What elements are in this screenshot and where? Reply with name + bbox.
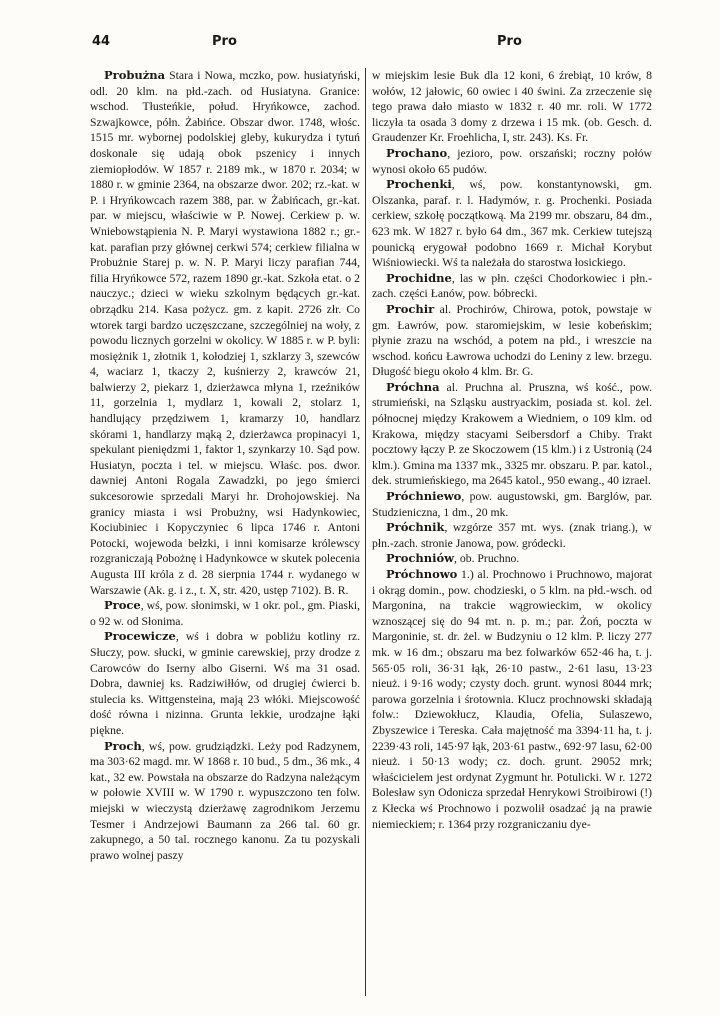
entry	[372, 551, 652, 567]
entry	[372, 302, 652, 380]
entry	[372, 520, 652, 551]
left-column	[90, 68, 360, 988]
entry-headword: Proce	[104, 598, 141, 613]
column-divider	[365, 68, 366, 996]
entry	[372, 146, 652, 177]
entry	[372, 271, 652, 302]
entry-headword: Próchnowo	[386, 567, 458, 581]
entry-headword: Proch	[104, 738, 142, 753]
entry-text: , ob. Pruchno.	[454, 552, 520, 566]
entry	[372, 380, 652, 489]
entry-text: , wś, pow. konstantynowski, gm. Olszanka, paraf. r. l. Hadymów, r. g. Prochenki. Posiada cerkiew, szkołę początkową. Ma 2199 mr. obszaru, 84 dm., 623 mk. W 1827 r. było 64 dm., 367 mk. Cerkiew tutejszą pounicką erygował podobno 1669 r. Michał Korybut Wiśniowiecki. Wś ta należała do starostwa łosickiego.	[372, 178, 652, 270]
entry-text: al. Pruchna al. Prusznа, wś kość., pow. strumieński, na Szląsku austryackim, posiada st. kol. żel. północnej między Krakowem a Wiedniem, o 109 klm. od Krakowa, między stacyami Seibersdorf a Chiby. Trakt pocztowy łączy P. ze Skoczowem (15 klm.) i z Ustronią (24 klm.). Gmina ma 1337 mk., 3325 mr. obszaru. P. par. katol., dek. strumieńskiego, ma 2645 katol., 950 ewang., 40 izrael.	[372, 380, 652, 488]
entry-headword: Próchna	[386, 379, 440, 394]
entry-headword: Prochidne	[386, 270, 452, 285]
entry-text: , wś, pow. słonimski, w 1 okr. pol., gm. Piaski, o 92 w. od Słonima.	[90, 599, 360, 628]
right-column	[372, 68, 652, 988]
entry-text: , wś i dobra w pobliżu kotliny rz. Słuczy, pow. słucki, w gminie carewskiej, przy drodze z Carowców do Iserny albo Giserni. Wś ma 31 osad. Dobra, dawniej ks. Radziwiłłów, od drugiej ćwierci b. stulecia ks. Wittgensteina, mają 23 włóki. Miejscowość dość równa i nizinna. Grunta lekkie, urodzajne łąki piękne.	[90, 630, 360, 737]
running-head-left: Pro	[212, 34, 237, 49]
entry	[372, 567, 652, 832]
entry-text: 1.) al. Prochnowo i Pruchnowo, majorat i okrąg domin., pow. chodzieski, o 5 klm. na płd.-wsch. od Margonina, na trakcie wągrowieckim, w okolicy wznoszącej się do 94 mt. n. p. m.; par. Żoń, poczta w Margoninie, st. dr. żel. w Budzyniu o 12 klm. P. liczy 277 mk. w 16 dm.; obszaru ma bez folwarków 652·46 ha, t. j. 565·05 roli, 36·31 łąk, 26·10 pastw., 2·61 lasu, 13·23 nieuż. i 9·16 wody; czysty doch. grunt. wynosi 8044 mrk; parowa gorzelnia i śrotownia. Klucz prochnowski składają folw.: Dziewokłucz, Klaudia, Ofelia, Sulaszewo, Zbyszewice i Tereska. Cała majętność ma 3394·11 ha, t. j. 2239·43 roli, 145·97 łąk, 203·61 pastw., 692·97 lasu, 62·00 nieuż. i 50·13 wody; cz. doch. grunt. 29052 mrk; właścicielem jest ordynat Zygmunt hr. Potulicki. W r. 1272 Bolesław syn Odonicza sprzedał Henrykowi Stroibirowi (!) z Kłecka wś Prochnowo i pozwolił osadzać ją na prawie niemieckiem; r. 1364 przy rozgraniczaniu dye-	[372, 568, 652, 831]
entry	[90, 629, 360, 738]
entry-text: , las w płn. części Chodorkowiec i płn.-zach. części Łanów, pow. bóbrecki.	[372, 271, 652, 301]
entry-text: Stara i Nowa, mczko, pow. husiatyński, odl. 20 klm. na płd.-zach. od Husiatyna. Granice: wschod. Tłusteńkie, połud. Hryńkowce, zachod. Szwajkowce, półn. Żabińce. Obszar dwor. 1748, włośc. 1515 mr. wybornej podolskiej gleby, kukurydza i tytuń doskonale się udają obok pszenicy i innych ziemiopłodów. W 1857 r. 2189 mk., w 1870 r. 2034; w 1880 r. w gminie 2364, na obszarze dwor. 202; rz.-kat. w P. i Hryńkowcach razem 388, par. w Żabińcach, gr.-kat. par. w miejscu, właściwie w P. Nowej. Cerkiew p. w. Wniebowstąpienia N. P. Maryi wystawiona 1882 r.; gr.-kat. parafian przy głównej cerkwi 574; cerkiew filialna w Probużnie Starej p. w. N. P. Maryi liczy parafian 744, filia Hryńkowce 572, razem 1890 gr.-kat. Szkoła etat. o 2 nauczyc.; dzieci w wieku szkolnym będących gr.-kat. obrządku 214. Kasa pożycz. gm. z kapit. 2726 złr. Co wtorek targi bardzo uczęszczane, szczególniej na woły, z powodu licznych gorzelni w okolicy. W 1885 r. w P. byli: mosiężnik 1, złotnik 1, kołodziej 1, szklarzy 3, szewców 4, waciarz 1, tkaczy 2, kuśnierzy 2, krawców 21, balwierzy 2, piekarz 1, dzierżawca młyna 1, rzeźników 11, gorzelnia 1, mydlarz 1, kowali 2, stolarz 1, handlujący przędziwem 1, kramarzy 10, handlarz skórami 1, handlarzy mąką 2, dzierżawca propinacyi 1, spekulant pieniędzmi 1, faktor 1, szynkarzy 10. Sąd pow. Husiatyn, poczta i tel. w miejscu. Właśc. pos. dwor. dawniej Antoni Rogala Zawadzki, po jego śmierci sukcesorowie sprzedali Maryi hr. Drohojowskiej. Na granicy miasta i wsi Probużny, wsi Hadynkowiec, Kociubiniec i Kopyczyniec 6 lipca 1746 r. Antoni Potocki, wojewoda bełzki, i inni komisarze królewscy rozgraniczają Pobożnę i Hadynkowce w skutek polecenia Augusta III króla z d. 28 sierpnia 1744 r. wydanego w Warszawie (Ak. g. i z., t. X, str. 420, ustęp 7102). B. R.	[90, 69, 360, 597]
entry	[372, 489, 652, 520]
page-header	[92, 34, 648, 52]
entry-headword: Próchnik	[386, 520, 445, 535]
entry-text: al. Prochirów, Chirowa, potok, powstaje w gm. Ławrów, pow. staromiejskim, w lesie kobeńskim; płynie zrazu na wschód, a potem na płd., i wreszcie na wschod. końcu Ławrowa uchodzi do Leniny z lew. brzegu. Długość biegu około 4 klm. Br. G.	[372, 302, 652, 379]
entry	[90, 739, 360, 864]
running-head-right: Pro	[497, 34, 522, 49]
entry-headword: Prochir	[386, 301, 435, 316]
entry	[372, 177, 652, 271]
entry-text: w miejskim lesie Buk dla 12 koni, 6 źrebiąt, 10 krów, 8 wołów, 12 jałowic, 60 owiec i 40 świni. Za zrzeczenie się tego prawa dało miasto w 1832 r. 40 mr. roli. W 1772 liczyła ta osada 3 domy z drzewa i 15 mk. (ob. Gesch. d. Graudenzer Kr. Froehlicha, I, str. 243). Ks. Fr.	[372, 69, 652, 145]
entry	[90, 68, 360, 598]
entry	[90, 598, 360, 629]
entry-headword: Prochenki	[386, 177, 452, 192]
entry-continuation	[372, 68, 652, 146]
entry-text: , wzgórze 357 mt. wys. (znak triang.), w płn.-zach. stronie Janowa, pow. gródecki.	[372, 521, 652, 550]
page-number: 44	[92, 34, 111, 49]
entry-text: , jezioro, pow. orszański; roczny połów wynosi około 65 pudów.	[372, 146, 652, 176]
entry-text: , pow. augustowski, gm. Barglów, par. Studzieniczna, 1 dm., 20 mk.	[372, 490, 652, 519]
entry-headword: Prochano	[386, 145, 448, 160]
entry-headword: Probużna	[104, 68, 166, 82]
entry-headword: Prochniów	[386, 551, 455, 566]
entry-text: , wś, pow. grudziądzki. Leży pod Radzynem, ma 303·62 magd. mr. W 1868 r. 10 bud., 5 dm., 36 mk., 4 kat., 32 ew. Powstała na obszarze do Radzyna należącym w połowie XVIII w. W 1790 r. wypuszczono ten folw. miejski w wieczystą dzierżawę zagrodnikom Jerzemu Tesmer i Andrzejowi Baumann za 266 tal. 60 gr. zakupnego, a 50 tal. rocznego kanonu. Za tu pozyskali prawo wolnej paszy	[90, 739, 360, 862]
entry-headword: Próchniewo	[386, 489, 462, 504]
entry-headword: Procewicze	[104, 629, 176, 644]
